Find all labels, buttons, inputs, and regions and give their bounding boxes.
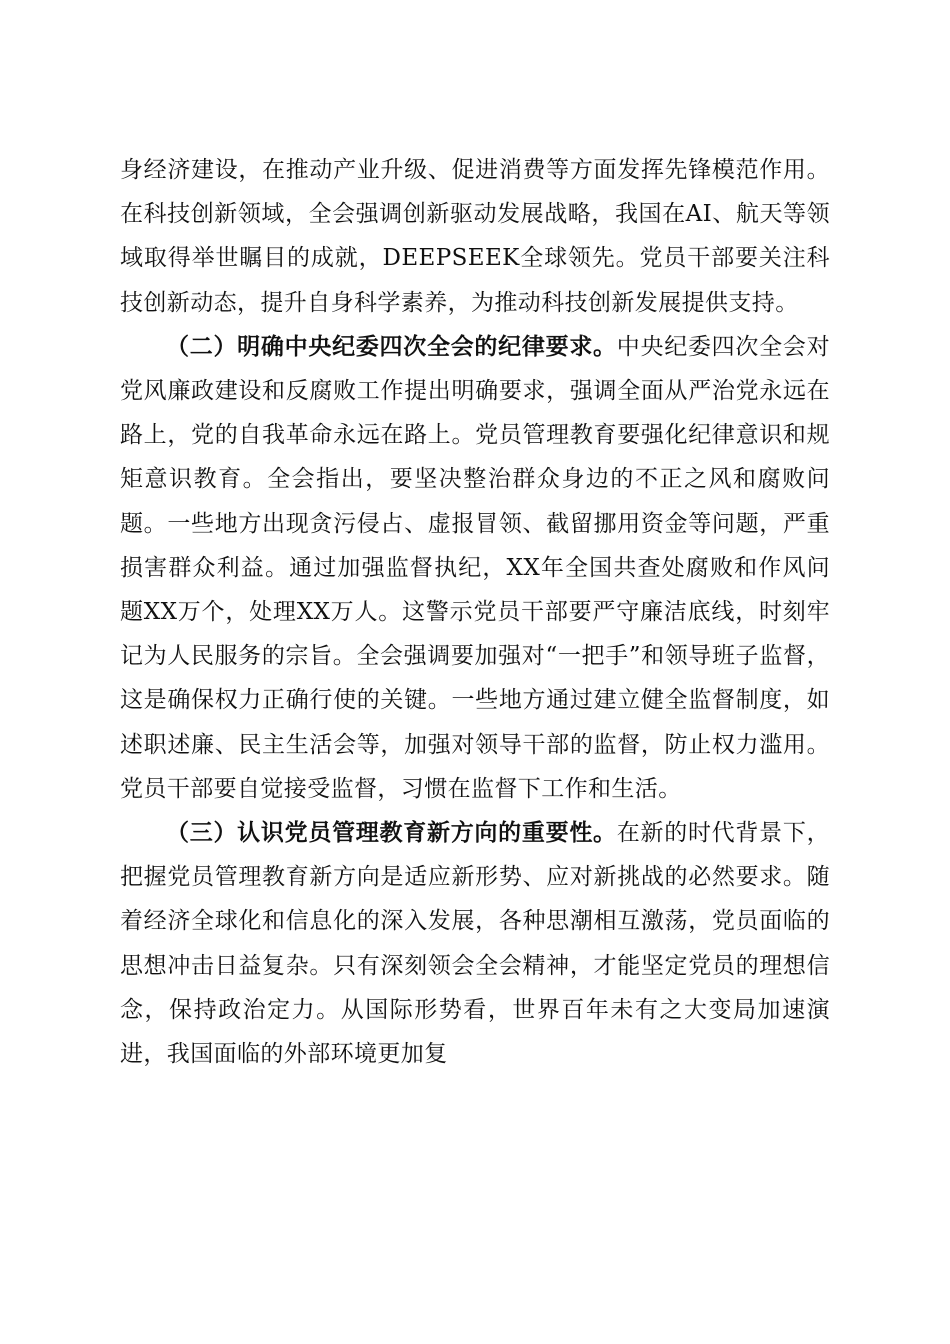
section-heading-2: （二）明确中央纪委四次全会的纪律要求。 (166, 332, 617, 360)
paragraph-text: 中央纪委四次全会对党风廉政建设和反腐败工作提出明确要求，强调全面从严治党永远在路上，党的自我革命永远在路上。党员管理教育要强化纪律意识和规矩意识教育。全会指出，要坚决整治群众身边的不正之风和腐败问题。一些地方出现贪污侵占、虚报冒领、截留挪用资金等问题，严重损害群众利益。通过加强监督执纪，XX年全国共查处腐败和作风问题XX万个，处理XX万人。这警示党员干部要严守廉洁底线，时刻牢记为人民服务的宗旨。全会强调要加强对“一把手”和领导班子监督，这是确保权力正确行使的关键。一些地方通过建立健全监督制度，如述职述廉、民主生活会等，加强对领导干部的监督，防止权力滥用。党员干部要自觉接受监督，习惯在监督下工作和生活。 (120, 333, 830, 802)
paragraph-continued (120, 148, 830, 325)
paragraph-discipline-requirements (120, 325, 830, 811)
paragraph-new-direction (120, 811, 830, 1076)
paragraph-text: 身经济建设，在推动产业升级、促进消费等方面发挥先锋模范作用。在科技创新领域，全会强调创新驱动发展战略，我国在AI、航天等领域取得举世瞩目的成就，DEEPSEEK全球领先。党员干部要关注科技创新动态，提升自身科学素养，为推动科技创新发展提供支持。 (120, 157, 830, 316)
body-text (120, 148, 830, 1076)
paragraph-text: 在新的时代背景下，把握党员管理教育新方向是适应新形势、应对新挑战的必然要求。随着经济全球化和信息化的深入发展，各种思潮相互激荡，党员面临的思想冲击日益复杂。只有深刻领会全会精神，才能坚定党员的理想信念，保持政治定力。从国际形势看，世界百年未有之大变局加速演进，我国面临的外部环境更加复 (120, 820, 830, 1068)
section-heading-3: （三）认识党员管理教育新方向的重要性。 (166, 819, 617, 847)
